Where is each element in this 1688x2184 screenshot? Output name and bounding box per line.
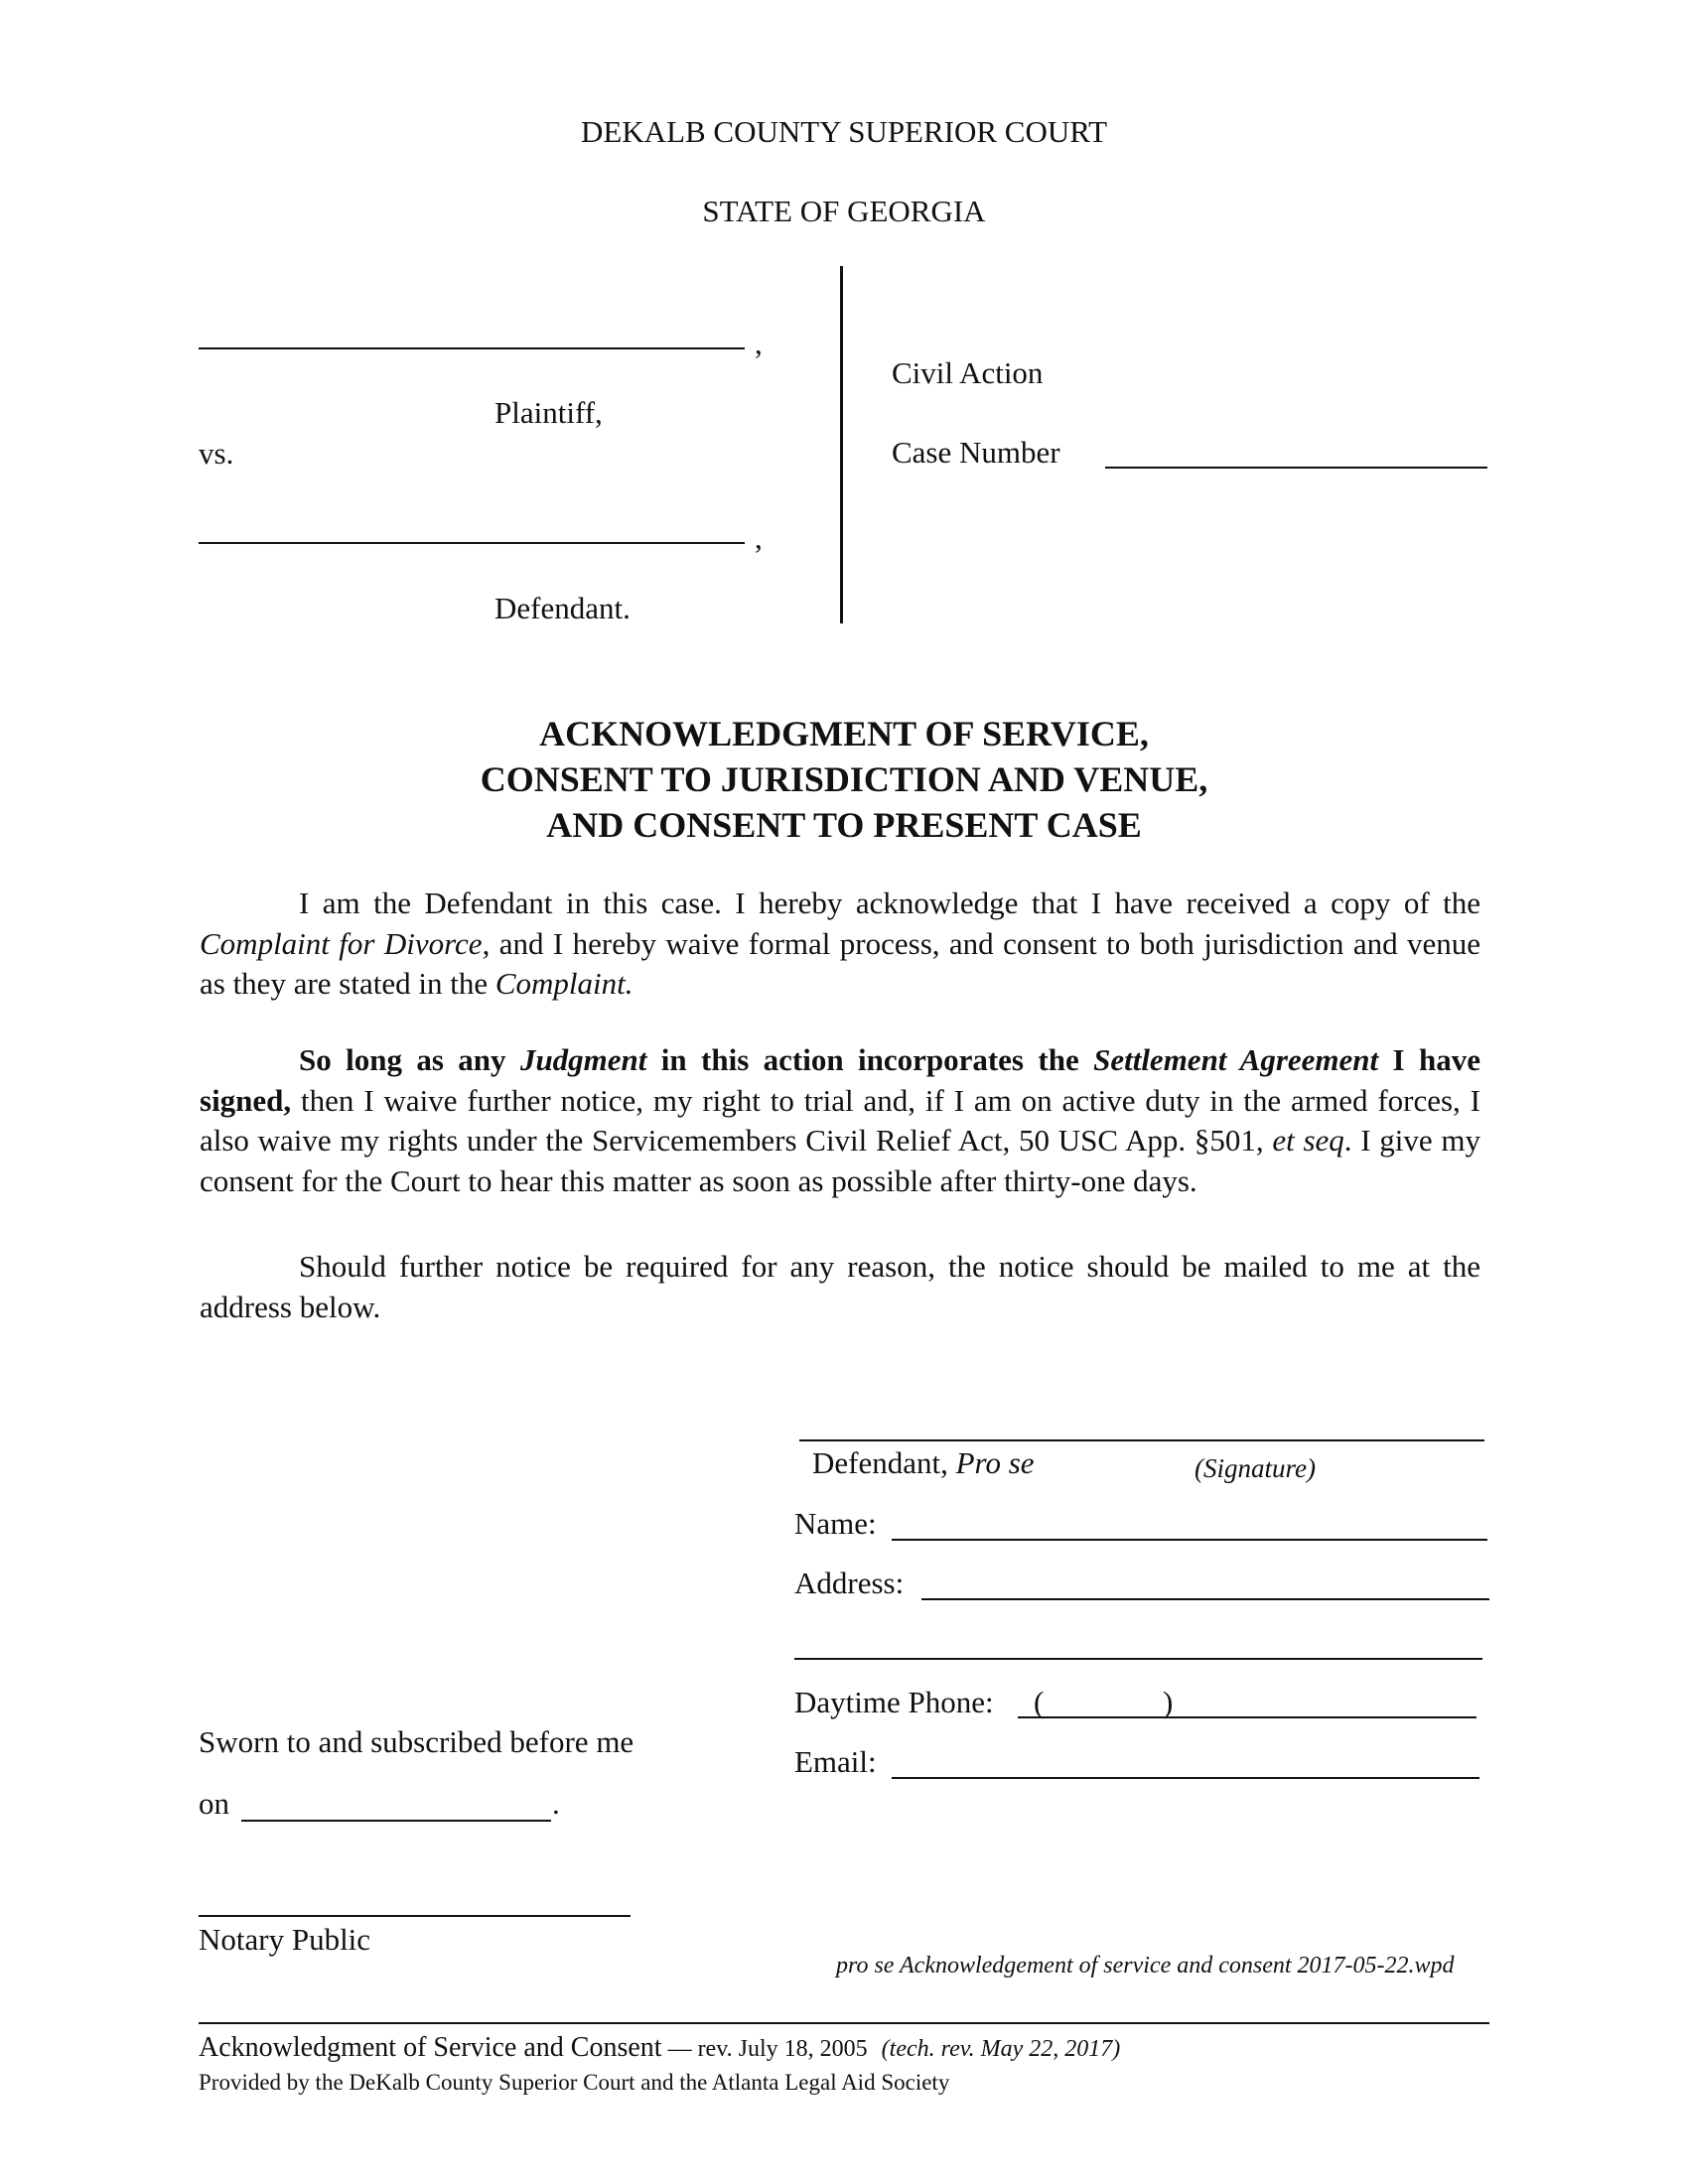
notary-public-label: Notary Public bbox=[199, 1922, 371, 1957]
email-field[interactable] bbox=[892, 1747, 1479, 1779]
on-label: on bbox=[199, 1786, 229, 1821]
civil-action-label: Civil Action bbox=[892, 355, 1044, 390]
daytime-phone-label: Daytime Phone: bbox=[794, 1685, 994, 1719]
phone-paren-open: ( bbox=[1034, 1685, 1045, 1719]
title-line-2: CONSENT TO JURISDICTION AND VENUE, bbox=[480, 759, 1208, 799]
title-line-3: AND CONSENT TO PRESENT CASE bbox=[546, 805, 1142, 845]
address-field-line-1[interactable] bbox=[921, 1569, 1489, 1600]
plaintiff-label: Plaintiff, bbox=[494, 395, 603, 430]
footer-tech-revision: (tech. rev. May 22, 2017) bbox=[881, 2036, 1121, 2062]
title-line-1: ACKNOWLEDGMENT OF SERVICE, bbox=[539, 714, 1149, 753]
notary-signature-field[interactable] bbox=[199, 1885, 631, 1917]
court-name: DEKALB COUNTY SUPERIOR COURT bbox=[580, 114, 1108, 149]
vs-label: vs. bbox=[199, 436, 234, 471]
sworn-date-field[interactable] bbox=[241, 1790, 551, 1822]
defendant-label: Defendant. bbox=[494, 591, 631, 625]
defendant-name-field[interactable] bbox=[199, 512, 745, 544]
phone-paren-close: ) bbox=[1163, 1685, 1174, 1719]
sworn-text: Sworn to and subscribed before me bbox=[199, 1724, 634, 1759]
paragraph-waiver: So long as any Judgment in this action incorporates the Settlement Agreement I have signed, then I waive further notice, my right to trial and, if I am on active duty in the armed forces, I also waive my rights under the Servicemembers Civil Relief Act, 50 USC App. §501, et seq. I give my consent for the Court to hear this matter as soon as possible after thirty-one days. bbox=[200, 1042, 1481, 1198]
plaintiff-comma: , bbox=[755, 326, 763, 360]
case-number-label: Case Number bbox=[892, 435, 1060, 470]
name-label: Name: bbox=[794, 1506, 877, 1541]
defendant-pro-se-label: Defendant, Pro se bbox=[812, 1445, 1035, 1480]
footer-rule bbox=[199, 2022, 1489, 2024]
defendant-comma: , bbox=[755, 520, 763, 555]
address-field-line-2[interactable] bbox=[794, 1628, 1482, 1660]
caption-divider bbox=[840, 266, 843, 623]
footer-revision: rev. July 18, 2005 bbox=[697, 2036, 868, 2062]
daytime-phone-field[interactable] bbox=[1018, 1683, 1477, 1722]
plaintiff-name-field[interactable] bbox=[199, 318, 745, 349]
footer-form-info: Acknowledgment of Service and Consent — rev. July 18, 2005 (tech. rev. May 22, 2017) bbox=[199, 2032, 1121, 2063]
email-label: Email: bbox=[794, 1744, 877, 1779]
file-name-note: pro se Acknowledgement of service and consent 2017-05-22.wpd bbox=[836, 1953, 1455, 1979]
defendant-signature-field[interactable] bbox=[799, 1410, 1484, 1441]
address-label: Address: bbox=[794, 1566, 905, 1600]
state-name: STATE OF GEORGIA bbox=[702, 194, 986, 228]
name-field[interactable] bbox=[892, 1509, 1487, 1541]
footer-provided-by: Provided by the DeKalb County Superior Court and the Atlanta Legal Aid Society bbox=[199, 2070, 950, 2095]
footer-form-name: Acknowledgment of Service and Consent bbox=[199, 2032, 662, 2063]
paragraph-acknowledgment: I am the Defendant in this case. I hereby acknowledge that I have received a copy of the Complaint for Divorce, and I hereby waive formal process, and consent to both jurisdiction and venue as they are stated in the Complaint. bbox=[200, 886, 1480, 1001]
case-number-field[interactable] bbox=[1105, 437, 1487, 469]
date-period: . bbox=[552, 1786, 560, 1821]
signature-label: (Signature) bbox=[1195, 1453, 1316, 1483]
paragraph-notice: Should further notice be required for any reason, the notice should be mailed to me at the address below. bbox=[200, 1249, 1480, 1324]
